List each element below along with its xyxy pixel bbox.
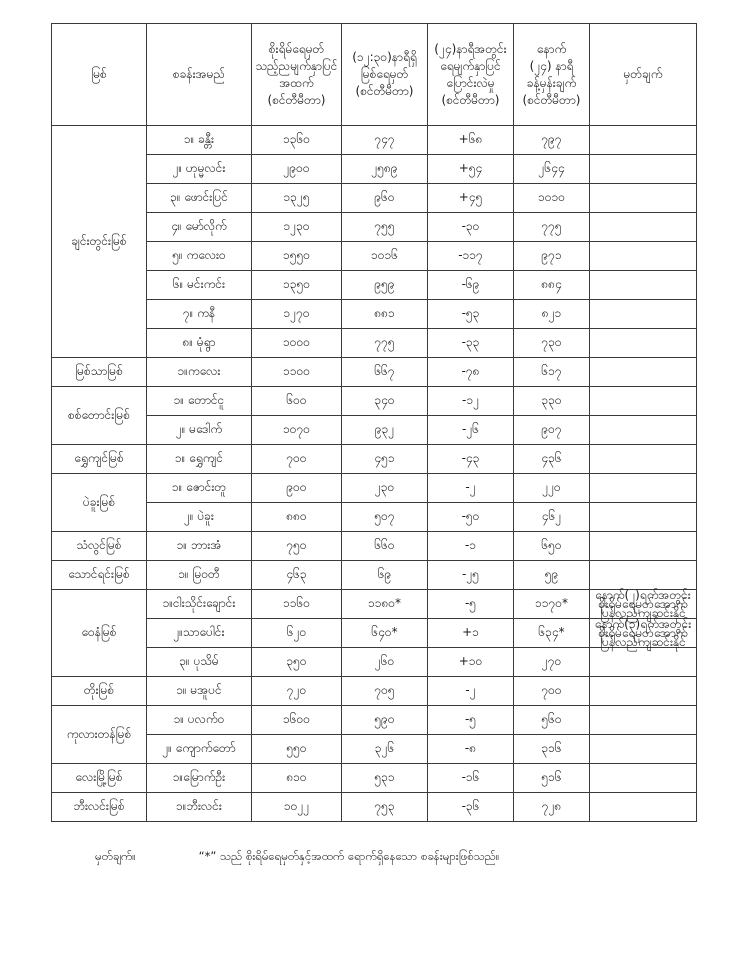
change-cell: +၅၄ [428,155,514,184]
current-level-cell: ၉၃၂ [342,416,428,445]
danger-level-cell: ၇၀၀ [252,445,342,474]
change-cell: -၅၀ [428,503,514,532]
danger-level-cell: ၈၈၀ [252,503,342,532]
table-row [52,706,697,735]
forecast-cell: ၅၉ [514,561,590,590]
danger-level-cell: ၁၁၀၀ [252,358,342,387]
current-level-cell: ၈၈၁ [342,300,428,329]
remark-cell [590,648,697,677]
change-cell: +၆၈ [428,126,514,155]
header-line: အထက် [279,75,314,90]
table-row [52,155,697,184]
station-name: ၃။ ဖောင်းပြင် [147,184,252,213]
station-name: ၇။ ကနီ [147,300,252,329]
header-line: ပြောင်းလဲမှု [446,75,495,90]
current-level-cell: ၅၀၇ [342,503,428,532]
header-line: (၁၂:၃၀)နာရီရှိ [352,50,417,64]
current-level-cell: ၂၅၈၉ [342,155,428,184]
change-cell: +၁ [428,619,514,648]
forecast-cell: ၈၂၁ [514,300,590,329]
current-level-cell: ၃၄၀ [342,387,428,416]
danger-level-cell: ၉၀၀ [252,474,342,503]
river-name: မြစ်သာမြစ် [52,358,147,387]
table-row [52,474,697,503]
change-cell: -၆၉ [428,271,514,300]
table-body [52,126,697,822]
change-cell: -၇၈ [428,358,514,387]
change-cell: -၁၁၇ [428,242,514,271]
remark-cell [590,271,697,300]
current-level-cell: ၇၅၅ [342,213,428,242]
forecast-cell: ၂၂၀ [514,474,590,503]
header-line: စိုးရိမ်ရေမှတ် [268,41,325,56]
station-name: ၂။ ပဲခူး [147,503,252,532]
station-name: ၄။ မော်လိုက် [147,213,252,242]
river-name: ပဲခူးမြစ် [52,474,147,532]
remark-cell [590,706,697,735]
change-cell: -၅ [428,706,514,735]
remark-cell [590,213,697,242]
table-row [52,387,697,416]
danger-level-cell: ၁၆၀၀ [252,706,342,735]
remark-cell [590,300,697,329]
table-row [52,764,697,793]
remark-cell [590,126,697,155]
current-level-cell: ၃၂၆ [342,735,428,764]
forecast-cell: ၇၃၀ [514,329,590,358]
header-line: သည့်ညမျက်နှာပြင် [255,58,338,73]
river-water-level-table [51,23,697,822]
table-row [52,184,697,213]
station-name: ၁။ ဇောင်းတူ [147,474,252,503]
station-name: ၁။ ပလက်ဝ [147,706,252,735]
forecast-cell: ၇၇၅ [514,213,590,242]
forecast-cell: ၃၁၆ [514,735,590,764]
remark-cell [590,416,697,445]
danger-level-cell: ၁၂၇၀ [252,300,342,329]
current-level-cell: ၆၄၀* [342,619,428,648]
danger-level-cell: ၁၂၃၀ [252,213,342,242]
station-name: ၁။ ရွှေကျင် [147,445,252,474]
change-cell: -၃၆ [428,793,514,822]
station-name: ၁။ ဘားအံ [147,532,252,561]
current-level-cell: ၉၅၉ [342,271,428,300]
station-name: ၈။ မုံရွာ [147,329,252,358]
forecast-cell: ၈၈၄ [514,271,590,300]
remark-cell [590,329,697,358]
change-cell: -၃၃ [428,329,514,358]
forecast-cell: ၁၀၁၀ [514,184,590,213]
table-row [52,561,697,590]
table-row [52,793,697,822]
current-level-cell: ၇၀၅ [342,677,428,706]
remark-cell [590,474,697,503]
header-line: မြစ်ရေမှတ် [360,67,409,81]
current-level-cell: ၂၆၀ [342,648,428,677]
table-row [52,648,697,677]
forecast-cell: ၃၃၀ [514,387,590,416]
header-line: (စင်တီမီတာ) [267,92,326,107]
danger-level-cell: ၁၃၆၀ [252,126,342,155]
river-name: စစ်တောင်းမြစ် [52,387,147,445]
header-station: စခန်းအမည် [147,24,252,126]
footnote-label: မှတ်ချက်။ [95,849,136,863]
station-name: ၁။ မအူပင် [147,677,252,706]
danger-level-cell: ၆၀၀ [252,387,342,416]
remark-cell: နောက်(၂)ရက်အတွင်း စိုးရိမ်ရေမှတ်အောက် ပြန်လည်ကျဆင်းနိုင် [590,590,697,619]
river-name: ရွှေကျင်မြစ် [52,445,147,474]
header-remarks: မှတ်ချက် [590,24,697,126]
table-row [52,677,697,706]
remark-cell [590,503,697,532]
station-name: ၂။ မဒေါက် [147,416,252,445]
station-name: ၁။ မြဝတီ [147,561,252,590]
current-level-cell: ၁၀၁၆ [342,242,428,271]
table-row [52,271,697,300]
remark-cell [590,184,697,213]
current-level-cell: ၁၁၈၀* [342,590,428,619]
station-name: ၂။ ကျောက်တော် [147,735,252,764]
forecast-cell: ၁၁၇၀* [514,590,590,619]
forecast-cell: ၅၁၆ [514,764,590,793]
current-level-cell: ၄၅၁ [342,445,428,474]
header-line: (စင်တီမီတာ) [441,92,500,107]
footnote-text: “*” သည် စိုးရိမ်ရေမှတ်နှင့်အထက် ရောက်ရှိနေသော စခန်းများဖြစ်သည်။ [198,849,500,863]
header-river: မြစ် [52,24,147,126]
header-line: (စင်တီမီတာ) [355,84,414,98]
station-name: ၁။ ခန္တီး [147,126,252,155]
danger-level-cell: ၁၁၆၀ [252,590,342,619]
change-cell: -၃၀ [428,213,514,242]
station-name: ၁။ငါးသိုင်းချောင်း [147,590,252,619]
forecast-cell: ၇၉၇ [514,126,590,155]
table-row [52,358,697,387]
river-name: ဝေနံမြစ် [52,590,147,677]
change-cell: -၂၆ [428,416,514,445]
current-level-cell: ၇၄၇ [342,126,428,155]
change-cell: -၅၃ [428,300,514,329]
danger-level-cell: ၂၉၀၀ [252,155,342,184]
danger-level-cell: ၁၀၀၀ [252,329,342,358]
table-row [52,416,697,445]
forecast-cell: ၆၁၇ [514,358,590,387]
forecast-cell: ၅၆၀ [514,706,590,735]
remark-cell [590,242,697,271]
header-forecast-24h [514,24,590,126]
change-cell: -၁၆ [428,764,514,793]
forecast-cell: ၄၃၆ [514,445,590,474]
change-cell: +၁၀ [428,648,514,677]
remark-cell [590,561,697,590]
current-level-cell: ၅၃၁ [342,764,428,793]
river-name: သောင်ရင်းမြစ် [52,561,147,590]
header-line: (စင်တီမီတာ) [522,92,581,107]
remark-cell: နောက်(၃)ရက်အတွင်း စိုးရိမ်ရေမှတ်အောက် ပြန်လည်ကျဆင်းနိုင် [590,619,697,648]
station-name: ၁။ကလေး [147,358,252,387]
change-cell: -၂၅ [428,561,514,590]
change-cell: -၁၂ [428,387,514,416]
river-name: သံလွင်မြစ် [52,532,147,561]
current-level-cell: ၇၅၃ [342,793,428,822]
change-cell: -၈ [428,735,514,764]
river-name: တိုးမြစ် [52,677,147,706]
table-row [52,213,697,242]
current-level-cell: ၆၆၇ [342,358,428,387]
danger-level-cell: ၆၂၀ [252,619,342,648]
danger-level-cell: ၅၅၀ [252,735,342,764]
current-level-cell: ၅၉၀ [342,706,428,735]
change-cell: -၄၃ [428,445,514,474]
station-name: ၂။ ဟုမ္မလင်း [147,155,252,184]
danger-level-cell: ၄၆၃ [252,561,342,590]
station-name: ၁။ဘီးလင်း [147,793,252,822]
forecast-cell: ၉၀၇ [514,416,590,445]
table-row [52,126,697,155]
remark-cell [590,793,697,822]
remark-cell [590,387,697,416]
forecast-cell: ၆၅၀ [514,532,590,561]
table-row [52,735,697,764]
remark-cell [590,735,697,764]
current-level-cell: ၂၃၀ [342,474,428,503]
remark-cell [590,532,697,561]
table-row [52,242,697,271]
danger-level-cell: ၇၅၀ [252,532,342,561]
danger-level-cell: ၇၂၀ [252,677,342,706]
danger-level-cell: ၁၅၅၀ [252,242,342,271]
change-cell: -၂ [428,677,514,706]
table-row [52,532,697,561]
river-name: ကုလားတန်မြစ် [52,706,147,764]
header-danger-level [252,24,342,126]
forecast-cell: ၉၇၁ [514,242,590,271]
table-row [52,329,697,358]
remark-cell [590,445,697,474]
header-row [52,24,697,126]
header-change-24h [428,24,514,126]
change-cell: -၁ [428,532,514,561]
change-cell: -၅ [428,590,514,619]
table-row [52,300,697,329]
remark-cell [590,677,697,706]
table-row [52,445,697,474]
current-level-cell: ၆၆၀ [342,532,428,561]
river-name: ချင်းတွင်းမြစ် [52,126,147,358]
station-name: ၂။သာပေါင်း [147,619,252,648]
danger-level-cell: ၃၅၀ [252,648,342,677]
remark-cell [590,358,697,387]
forecast-cell: ၆၃၄* [514,619,590,648]
header-line: ခန့်မှန်းချက် [526,75,577,90]
remark-cell [590,155,697,184]
table-row [52,503,697,532]
change-cell: -၂ [428,474,514,503]
station-name: ၅။ ကလေးဝ [147,242,252,271]
current-level-cell: ၇၇၅ [342,329,428,358]
header-line: ရေမျက်နှာပြင် [440,58,501,73]
table-row [52,590,697,619]
forecast-cell: ၇၂၈ [514,793,590,822]
forecast-cell: ၂၆၄၄ [514,155,590,184]
header-line: (၂၄)နာရီအတွင်း [434,41,507,56]
station-name: ၆။ မင်းကင်း [147,271,252,300]
river-name: ဘီးလင်းမြစ် [52,793,147,822]
remark-cell [590,764,697,793]
forecast-cell: ၄၆၂ [514,503,590,532]
current-level-cell: ၆၉ [342,561,428,590]
station-name: ၁။ တောင်ငူ [147,387,252,416]
header-line: နောက် [536,41,567,56]
danger-level-cell: ၁၀၇၀ [252,416,342,445]
river-name: လေးမြို့မြစ် [52,764,147,793]
station-name: ၁။မြောက်ဦး [147,764,252,793]
header-line: (၂၄) နာရီ [529,58,574,73]
danger-level-cell: ၈၁၀ [252,764,342,793]
current-level-cell: ၉၆၀ [342,184,428,213]
danger-level-cell: ၁၃၂၅ [252,184,342,213]
station-name: ၃။ ပုသိမ် [147,648,252,677]
danger-level-cell: ၁၀၂၂ [252,793,342,822]
footnote [95,849,499,866]
change-cell: +၄၅ [428,184,514,213]
table-row [52,619,697,648]
header-current-level [342,24,428,126]
forecast-cell: ၇၀၀ [514,677,590,706]
danger-level-cell: ၁၃၅၀ [252,271,342,300]
forecast-cell: ၂၇၀ [514,648,590,677]
